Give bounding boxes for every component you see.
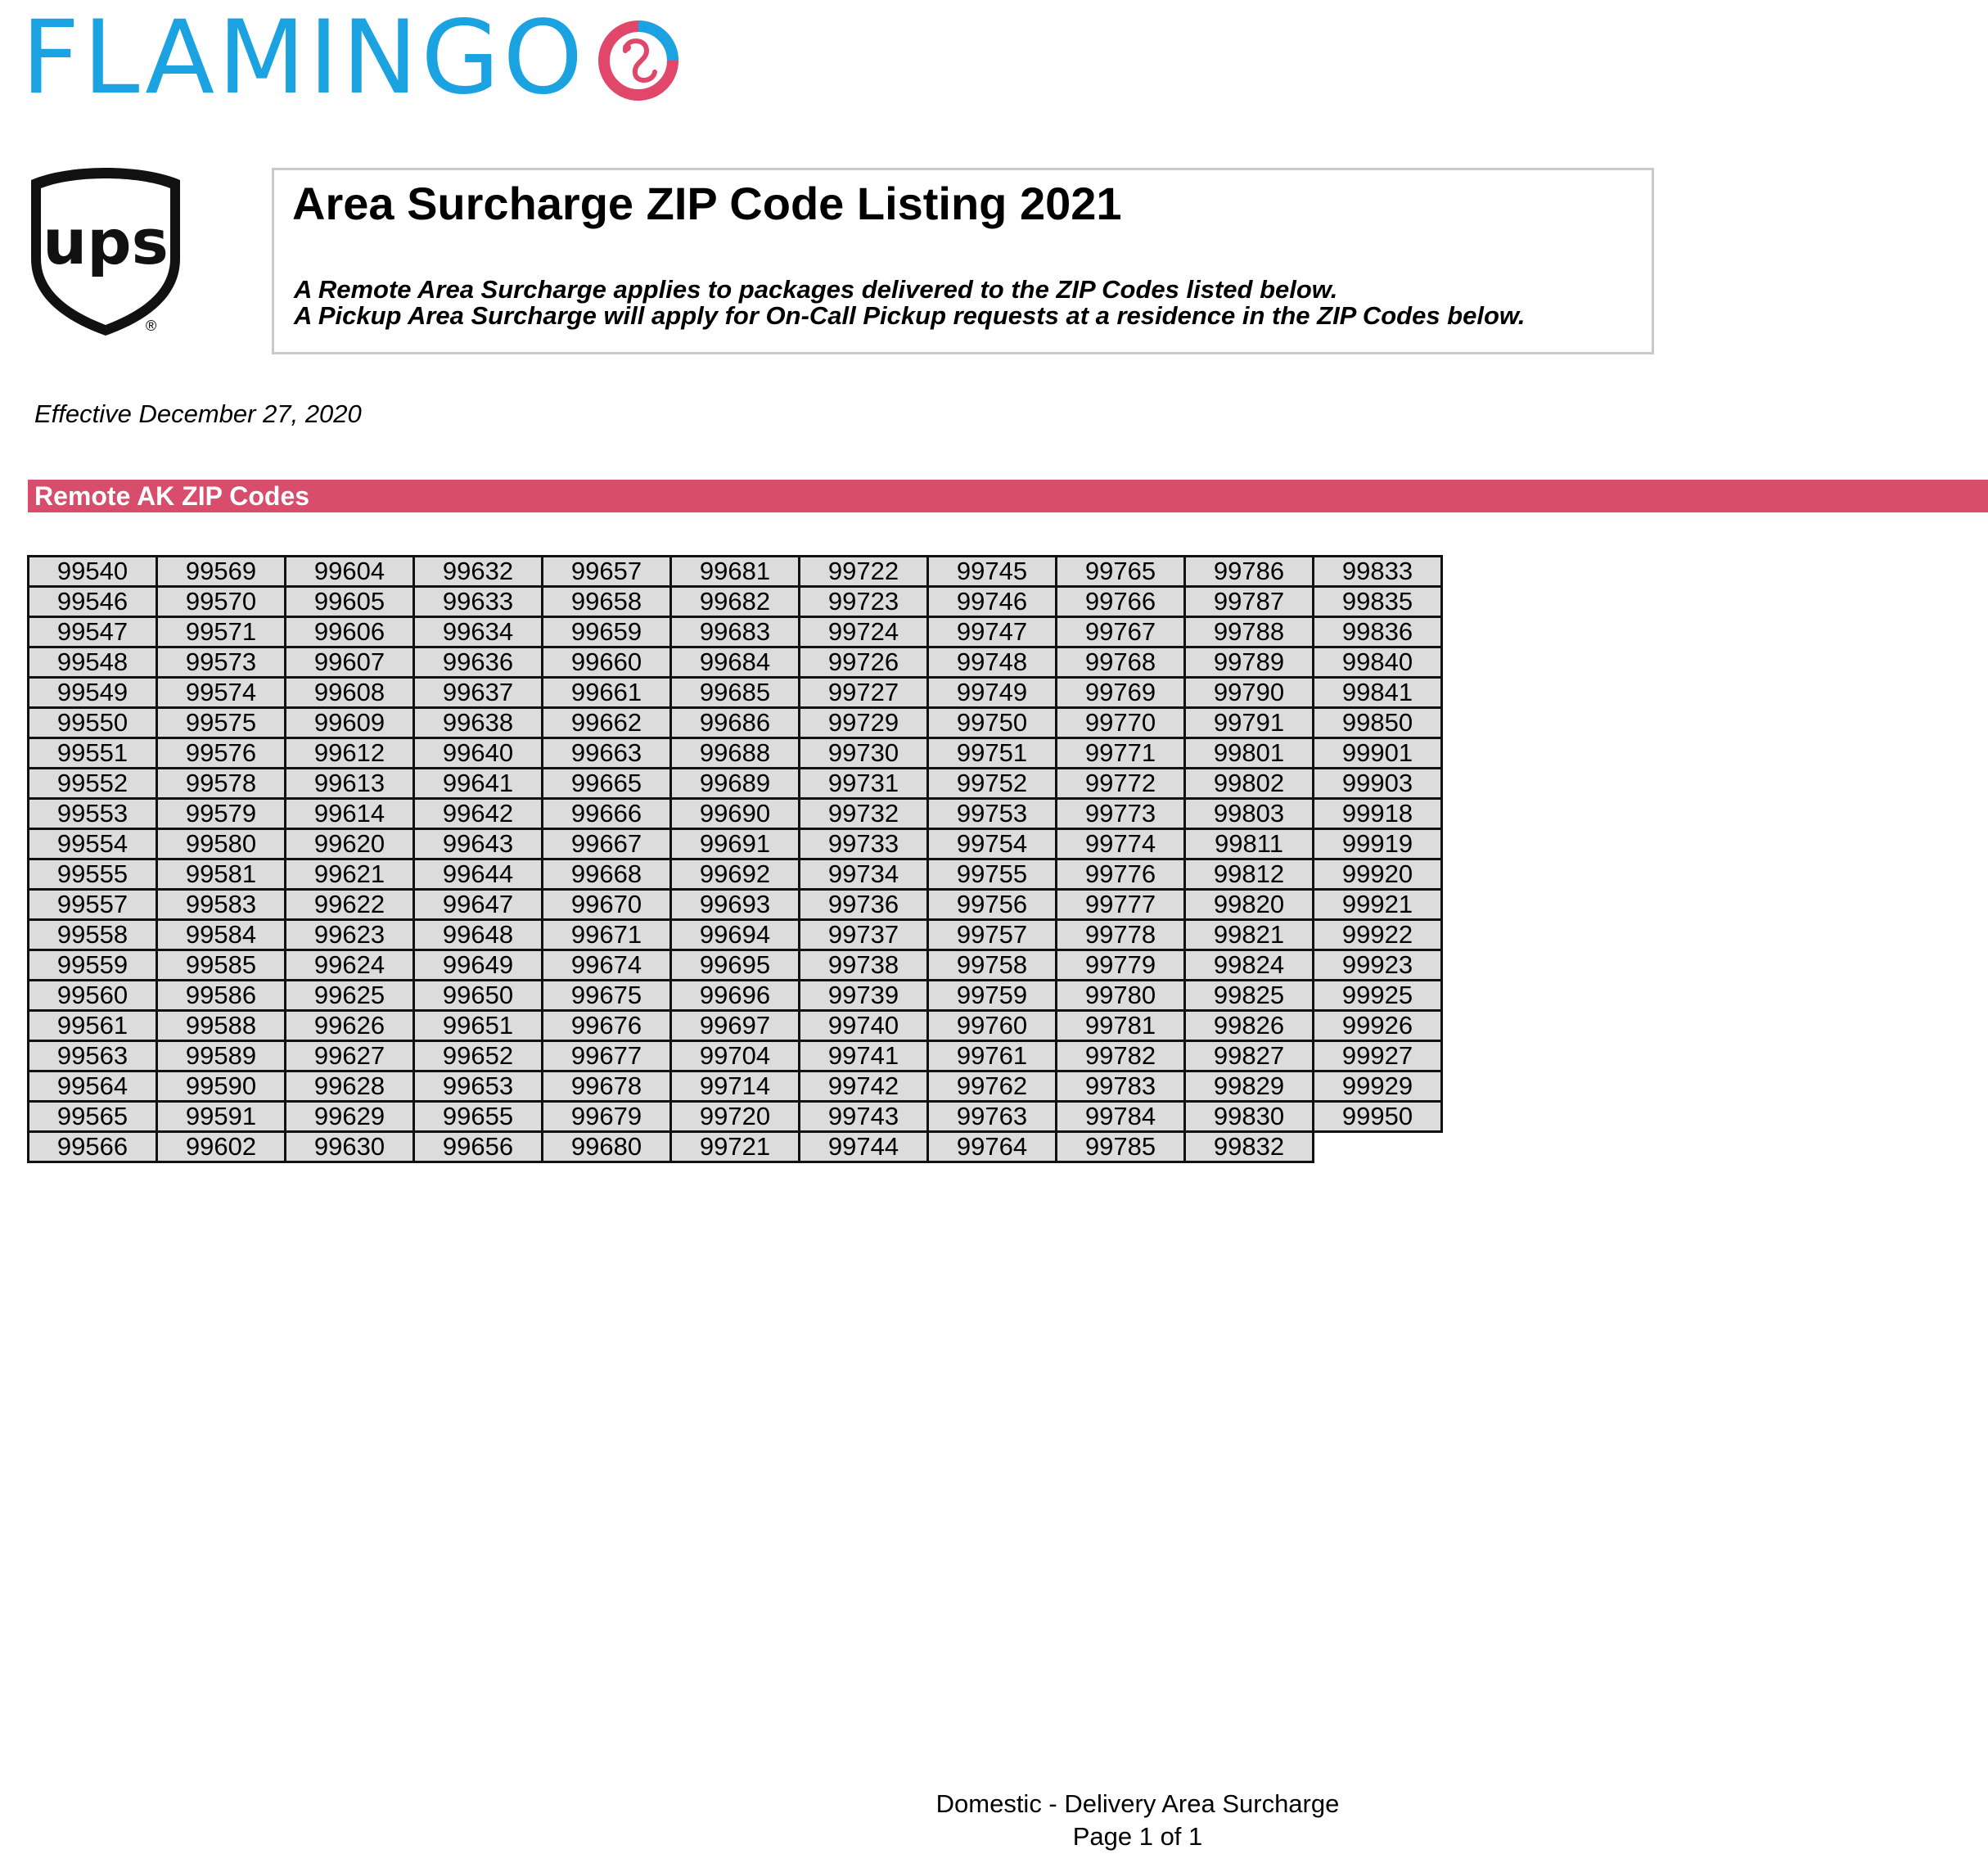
zip-code-cell: 99812 xyxy=(1185,859,1314,890)
zip-code-cell: 99683 xyxy=(671,617,800,647)
zip-code-cell: 99625 xyxy=(286,981,414,1011)
zip-code-cell: 99547 xyxy=(29,617,157,647)
zip-code-cell: 99548 xyxy=(29,647,157,678)
zip-code-cell: 99679 xyxy=(543,1102,671,1132)
zip-code-cell: 99704 xyxy=(671,1041,800,1071)
table-row xyxy=(29,799,1442,829)
zip-code-cell: 99720 xyxy=(671,1102,800,1132)
zip-code-cell: 99761 xyxy=(928,1041,1057,1071)
zip-code-cell: 99730 xyxy=(800,738,928,769)
zip-code-cell: 99660 xyxy=(543,647,671,678)
zip-code-cell: 99727 xyxy=(800,678,928,708)
zip-code-cell: 99651 xyxy=(414,1011,543,1041)
zip-code-cell: 99757 xyxy=(928,920,1057,950)
zip-code-cell: 99773 xyxy=(1057,799,1185,829)
zip-code-cell: 99801 xyxy=(1185,738,1314,769)
zip-code-cell: 99744 xyxy=(800,1132,928,1162)
zip-code-cell: 99624 xyxy=(286,950,414,981)
zip-code-cell: 99779 xyxy=(1057,950,1185,981)
table-row xyxy=(29,587,1442,617)
zip-code-cell: 99648 xyxy=(414,920,543,950)
table-row xyxy=(29,738,1442,769)
zip-code-cell: 99589 xyxy=(157,1041,286,1071)
zip-code-cell: 99565 xyxy=(29,1102,157,1132)
ups-registered-mark: ® xyxy=(146,318,157,334)
zip-code-cell: 99555 xyxy=(29,859,157,890)
table-row xyxy=(29,557,1442,587)
zip-code-cell: 99922 xyxy=(1314,920,1442,950)
page-number: Page 1 of 1 xyxy=(1072,1822,1203,1851)
zip-code-cell: 99612 xyxy=(286,738,414,769)
zip-code-cell: 99738 xyxy=(800,950,928,981)
zip-code-cell: 99585 xyxy=(157,950,286,981)
zip-code-cell: 99783 xyxy=(1057,1071,1185,1102)
zip-code-cell: 99670 xyxy=(543,890,671,920)
zip-code-cell: 99551 xyxy=(29,738,157,769)
zip-code-cell: 99666 xyxy=(543,799,671,829)
zip-code-cell: 99782 xyxy=(1057,1041,1185,1071)
zip-code-cell: 99614 xyxy=(286,799,414,829)
zip-code-cell: 99733 xyxy=(800,829,928,859)
zip-code-cell: 99688 xyxy=(671,738,800,769)
zip-code-cell: 99731 xyxy=(800,769,928,799)
zip-code-cell: 99678 xyxy=(543,1071,671,1102)
flamingo-bird-icon xyxy=(593,15,684,106)
zip-code-cell: 99549 xyxy=(29,678,157,708)
zip-code-cell: 99784 xyxy=(1057,1102,1185,1132)
zip-code-cell: 99741 xyxy=(800,1041,928,1071)
zip-code-cell: 99791 xyxy=(1185,708,1314,738)
zip-code-cell: 99759 xyxy=(928,981,1057,1011)
zip-code-cell: 99626 xyxy=(286,1011,414,1041)
zip-code-cell: 99829 xyxy=(1185,1071,1314,1102)
zip-code-cell: 99765 xyxy=(1057,557,1185,587)
zip-code-cell: 99649 xyxy=(414,950,543,981)
zip-code-cell: 99657 xyxy=(543,557,671,587)
zip-code-cell: 99563 xyxy=(29,1041,157,1071)
zip-code-cell: 99776 xyxy=(1057,859,1185,890)
zip-code-cell: 99586 xyxy=(157,981,286,1011)
zip-code-cell: 99774 xyxy=(1057,829,1185,859)
zip-code-cell: 99832 xyxy=(1185,1132,1314,1162)
zip-code-cell: 99574 xyxy=(157,678,286,708)
zip-code-cell: 99590 xyxy=(157,1071,286,1102)
zip-code-cell: 99644 xyxy=(414,859,543,890)
zip-code-cell: 99685 xyxy=(671,678,800,708)
zip-code-cell: 99785 xyxy=(1057,1132,1185,1162)
zip-code-cell: 99647 xyxy=(414,890,543,920)
zip-code-cell: 99623 xyxy=(286,920,414,950)
zip-code-cell: 99850 xyxy=(1314,708,1442,738)
zip-code-cell: 99570 xyxy=(157,587,286,617)
zip-code-cell: 99576 xyxy=(157,738,286,769)
zip-code-cell: 99927 xyxy=(1314,1041,1442,1071)
zip-code-cell: 99724 xyxy=(800,617,928,647)
zip-code-cell: 99786 xyxy=(1185,557,1314,587)
zip-code-cell: 99918 xyxy=(1314,799,1442,829)
zip-code-cell: 99609 xyxy=(286,708,414,738)
zip-code-cell: 99769 xyxy=(1057,678,1185,708)
zip-code-cell: 99553 xyxy=(29,799,157,829)
zip-code-cell: 99674 xyxy=(543,950,671,981)
zip-code-cell: 99656 xyxy=(414,1132,543,1162)
zip-code-cell: 99777 xyxy=(1057,890,1185,920)
ups-logo-icon xyxy=(28,159,183,339)
zip-code-cell: 99740 xyxy=(800,1011,928,1041)
zip-code-cell: 99580 xyxy=(157,829,286,859)
zip-code-cell: 99634 xyxy=(414,617,543,647)
zip-code-cell: 99613 xyxy=(286,769,414,799)
zip-code-cell: 99573 xyxy=(157,647,286,678)
zip-code-cell: 99676 xyxy=(543,1011,671,1041)
zip-code-cell: 99588 xyxy=(157,1011,286,1041)
zip-code-cell: 99802 xyxy=(1185,769,1314,799)
zip-code-cell: 99550 xyxy=(29,708,157,738)
zip-code-cell: 99564 xyxy=(29,1071,157,1102)
zip-code-cell: 99903 xyxy=(1314,769,1442,799)
zip-code-cell: 99554 xyxy=(29,829,157,859)
zip-code-cell: 99689 xyxy=(671,769,800,799)
section-title: Remote AK ZIP Codes xyxy=(34,481,310,511)
zip-code-cell: 99771 xyxy=(1057,738,1185,769)
zip-code-cell: 99675 xyxy=(543,981,671,1011)
zip-code-cell: 99561 xyxy=(29,1011,157,1041)
zip-code-cell: 99693 xyxy=(671,890,800,920)
zip-code-cell: 99552 xyxy=(29,769,157,799)
table-row xyxy=(29,1132,1442,1162)
zip-code-cell: 99604 xyxy=(286,557,414,587)
zip-code-cell: 99652 xyxy=(414,1041,543,1071)
table-row xyxy=(29,859,1442,890)
zip-code-cell: 99642 xyxy=(414,799,543,829)
zip-code-cell: 99747 xyxy=(928,617,1057,647)
zip-code-cell: 99746 xyxy=(928,587,1057,617)
ups-mark-text: ups xyxy=(43,205,169,278)
zip-code-cell: 99780 xyxy=(1057,981,1185,1011)
zip-code-cell: 99653 xyxy=(414,1071,543,1102)
zip-code-cell: 99737 xyxy=(800,920,928,950)
zip-code-cell: 99607 xyxy=(286,647,414,678)
zip-code-cell: 99751 xyxy=(928,738,1057,769)
zip-code-cell: 99569 xyxy=(157,557,286,587)
zip-code-table xyxy=(27,555,1443,1163)
zip-code-cell: 99633 xyxy=(414,587,543,617)
table-row xyxy=(29,950,1442,981)
zip-code-cell: 99926 xyxy=(1314,1011,1442,1041)
zip-code-cell: 99830 xyxy=(1185,1102,1314,1132)
zip-code-cell: 99756 xyxy=(928,890,1057,920)
table-row xyxy=(29,617,1442,647)
section-header-bar xyxy=(28,480,1988,512)
zip-code-cell: 99768 xyxy=(1057,647,1185,678)
zip-code-cell: 99950 xyxy=(1314,1102,1442,1132)
zip-code-cell: 99681 xyxy=(671,557,800,587)
zip-code-cell: 99581 xyxy=(157,859,286,890)
zip-code-cell: 99827 xyxy=(1185,1041,1314,1071)
zip-code-cell: 99925 xyxy=(1314,981,1442,1011)
zip-code-cell: 99636 xyxy=(414,647,543,678)
zip-code-cell: 99620 xyxy=(286,829,414,859)
empty-cell xyxy=(1314,1132,1442,1162)
zip-code-cell: 99659 xyxy=(543,617,671,647)
table-row xyxy=(29,981,1442,1011)
zip-code-cell: 99558 xyxy=(29,920,157,950)
zip-code-cell: 99742 xyxy=(800,1071,928,1102)
pickup-area-notice: A Pickup Area Surcharge will apply for On-Call Pickup requests at a residence in the ZIP Codes below. xyxy=(294,301,1526,330)
zip-code-cell: 99584 xyxy=(157,920,286,950)
zip-code-cell: 99566 xyxy=(29,1132,157,1162)
zip-code-cell: 99655 xyxy=(414,1102,543,1132)
zip-code-cell: 99840 xyxy=(1314,647,1442,678)
footer-title: Domestic - Delivery Area Surcharge xyxy=(935,1789,1340,1818)
zip-code-cell: 99743 xyxy=(800,1102,928,1132)
zip-code-cell: 99638 xyxy=(414,708,543,738)
zip-code-cell: 99621 xyxy=(286,859,414,890)
zip-code-cell: 99663 xyxy=(543,738,671,769)
zip-code-cell: 99560 xyxy=(29,981,157,1011)
zip-code-cell: 99632 xyxy=(414,557,543,587)
zip-code-cell: 99790 xyxy=(1185,678,1314,708)
zip-code-cell: 99919 xyxy=(1314,829,1442,859)
remote-area-notice: A Remote Area Surcharge applies to packages delivered to the ZIP Codes listed below. xyxy=(294,275,1338,304)
zip-code-cell: 99764 xyxy=(928,1132,1057,1162)
zip-code-cell: 99714 xyxy=(671,1071,800,1102)
zip-code-cell: 99788 xyxy=(1185,617,1314,647)
zip-code-cell: 99767 xyxy=(1057,617,1185,647)
zip-code-cell: 99921 xyxy=(1314,890,1442,920)
zip-code-cell: 99825 xyxy=(1185,981,1314,1011)
table-row xyxy=(29,1102,1442,1132)
zip-code-cell: 99691 xyxy=(671,829,800,859)
zip-code-cell: 99833 xyxy=(1314,557,1442,587)
zip-code-cell: 99736 xyxy=(800,890,928,920)
zip-code-cell: 99540 xyxy=(29,557,157,587)
table-row xyxy=(29,1011,1442,1041)
zip-code-cell: 99923 xyxy=(1314,950,1442,981)
zip-code-cell: 99836 xyxy=(1314,617,1442,647)
table-row xyxy=(29,829,1442,859)
zip-code-cell: 99772 xyxy=(1057,769,1185,799)
zip-code-cell: 99789 xyxy=(1185,647,1314,678)
zip-code-cell: 99770 xyxy=(1057,708,1185,738)
zip-code-cell: 99695 xyxy=(671,950,800,981)
zip-code-cell: 99778 xyxy=(1057,920,1185,950)
zip-code-cell: 99575 xyxy=(157,708,286,738)
zip-code-cell: 99602 xyxy=(157,1132,286,1162)
zip-code-cell: 99627 xyxy=(286,1041,414,1071)
zip-code-cell: 99763 xyxy=(928,1102,1057,1132)
zip-code-cell: 99732 xyxy=(800,799,928,829)
zip-code-cell: 99605 xyxy=(286,587,414,617)
zip-code-cell: 99739 xyxy=(800,981,928,1011)
zip-code-cell: 99650 xyxy=(414,981,543,1011)
zip-code-cell: 99820 xyxy=(1185,890,1314,920)
zip-code-cell: 99643 xyxy=(414,829,543,859)
zip-code-cell: 99697 xyxy=(671,1011,800,1041)
zip-code-cell: 99755 xyxy=(928,859,1057,890)
zip-code-cell: 99696 xyxy=(671,981,800,1011)
zip-code-cell: 99811 xyxy=(1185,829,1314,859)
zip-code-cell: 99920 xyxy=(1314,859,1442,890)
table-row xyxy=(29,920,1442,950)
zip-code-cell: 99826 xyxy=(1185,1011,1314,1041)
zip-code-cell: 99692 xyxy=(671,859,800,890)
zip-code-cell: 99686 xyxy=(671,708,800,738)
zip-code-cell: 99668 xyxy=(543,859,671,890)
table-row xyxy=(29,1041,1442,1071)
zip-code-cell: 99835 xyxy=(1314,587,1442,617)
zip-code-cell: 99622 xyxy=(286,890,414,920)
zip-code-cell: 99608 xyxy=(286,678,414,708)
zip-code-cell: 99680 xyxy=(543,1132,671,1162)
zip-code-cell: 99758 xyxy=(928,950,1057,981)
zip-code-cell: 99579 xyxy=(157,799,286,829)
zip-code-cell: 99591 xyxy=(157,1102,286,1132)
zip-code-cell: 99694 xyxy=(671,920,800,950)
zip-code-cell: 99754 xyxy=(928,829,1057,859)
zip-code-cell: 99658 xyxy=(543,587,671,617)
zip-code-cell: 99606 xyxy=(286,617,414,647)
zip-code-cell: 99571 xyxy=(157,617,286,647)
zip-code-cell: 99578 xyxy=(157,769,286,799)
zip-code-cell: 99667 xyxy=(543,829,671,859)
table-row xyxy=(29,890,1442,920)
zip-code-cell: 99684 xyxy=(671,647,800,678)
zip-code-cell: 99841 xyxy=(1314,678,1442,708)
zip-code-cell: 99682 xyxy=(671,587,800,617)
zip-code-cell: 99901 xyxy=(1314,738,1442,769)
page-title: Area Surcharge ZIP Code Listing 2021 xyxy=(292,178,1122,229)
zip-code-cell: 99677 xyxy=(543,1041,671,1071)
zip-code-cell: 99729 xyxy=(800,708,928,738)
zip-code-cell: 99722 xyxy=(800,557,928,587)
effective-date: Effective December 27, 2020 xyxy=(34,399,362,428)
zip-code-cell: 99750 xyxy=(928,708,1057,738)
zip-code-cell: 99752 xyxy=(928,769,1057,799)
zip-code-cell: 99766 xyxy=(1057,587,1185,617)
zip-code-cell: 99803 xyxy=(1185,799,1314,829)
zip-code-cell: 99824 xyxy=(1185,950,1314,981)
zip-code-cell: 99760 xyxy=(928,1011,1057,1041)
zip-code-cell: 99690 xyxy=(671,799,800,829)
flamingo-wordmark: FLAMINGO xyxy=(21,0,587,117)
zip-code-cell: 99745 xyxy=(928,557,1057,587)
table-row xyxy=(29,647,1442,678)
table-row xyxy=(29,769,1442,799)
zip-code-cell: 99641 xyxy=(414,769,543,799)
zip-code-cell: 99734 xyxy=(800,859,928,890)
zip-code-cell: 99787 xyxy=(1185,587,1314,617)
table-row xyxy=(29,708,1442,738)
zip-code-cell: 99721 xyxy=(671,1132,800,1162)
zip-code-cell: 99671 xyxy=(543,920,671,950)
header-box xyxy=(272,168,1654,354)
zip-code-cell: 99821 xyxy=(1185,920,1314,950)
zip-code-cell: 99640 xyxy=(414,738,543,769)
zip-code-cell: 99583 xyxy=(157,890,286,920)
table-row xyxy=(29,1071,1442,1102)
zip-code-cell: 99748 xyxy=(928,647,1057,678)
zip-code-cell: 99557 xyxy=(29,890,157,920)
zip-code-cell: 99749 xyxy=(928,678,1057,708)
zip-code-cell: 99629 xyxy=(286,1102,414,1132)
zip-code-cell: 99665 xyxy=(543,769,671,799)
zip-code-cell: 99662 xyxy=(543,708,671,738)
zip-code-cell: 99726 xyxy=(800,647,928,678)
zip-code-cell: 99661 xyxy=(543,678,671,708)
zip-code-cell: 99628 xyxy=(286,1071,414,1102)
zip-code-cell: 99762 xyxy=(928,1071,1057,1102)
zip-code-cell: 99723 xyxy=(800,587,928,617)
zip-code-cell: 99630 xyxy=(286,1132,414,1162)
zip-code-cell: 99559 xyxy=(29,950,157,981)
zip-code-cell: 99546 xyxy=(29,587,157,617)
zip-code-cell: 99781 xyxy=(1057,1011,1185,1041)
zip-code-cell: 99753 xyxy=(928,799,1057,829)
flamingo-logo xyxy=(21,0,684,117)
table-row xyxy=(29,678,1442,708)
zip-code-cell: 99637 xyxy=(414,678,543,708)
zip-code-cell: 99929 xyxy=(1314,1071,1442,1102)
